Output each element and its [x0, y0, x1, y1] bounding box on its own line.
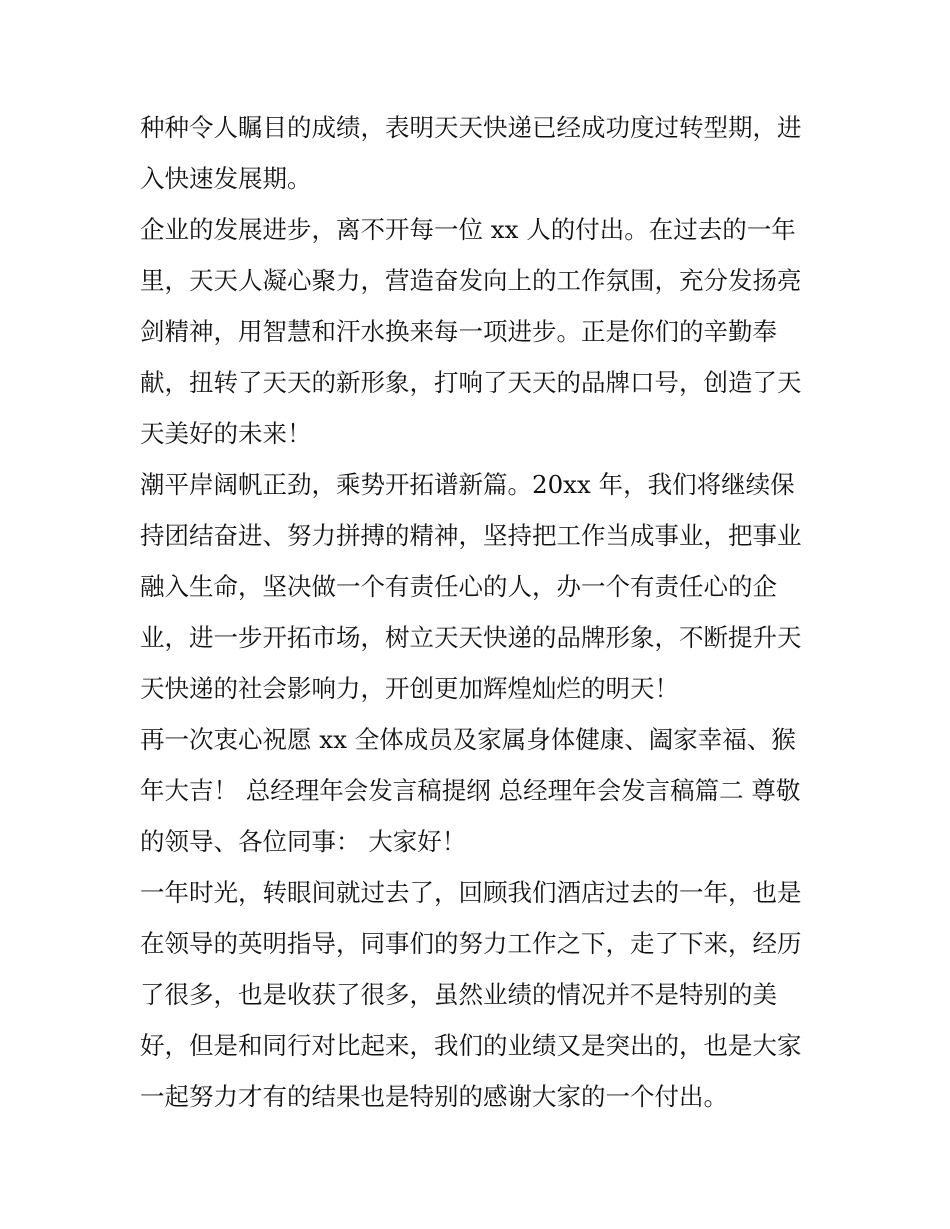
text-line: 持团结奋进、努力拼搏的精神，坚持把工作当成事业，把事业 [140, 521, 802, 550]
text-line: 献，扭转了天天的新形象，打响了天天的品牌口号，创造了天 [140, 368, 802, 397]
text-line: 企业的发展进步，离不开每一位 xx 人的付出。在过去的一年 [140, 215, 796, 244]
text-line: 一起努力才有的结果也是特别的感谢大家的一个付出。 [140, 1082, 728, 1111]
text-line: 种种令人瞩目的成绩，表明天天快递已经成功度过转型期，进 [140, 113, 802, 142]
text-line: 剑精神，用智慧和汗水换来每一项进步。正是你们的辛勤奉 [140, 317, 777, 346]
text-line: 的领导、各位同事： 大家好！ [140, 827, 467, 856]
text-line: 潮平岸阔帆正劲，乘势开拓谱新篇。20xx 年，我们将继续保 [140, 470, 795, 499]
text-line: 在领导的英明指导，同事们的努力工作之下，走了下来，经历 [140, 929, 802, 958]
text-line: 年大吉！ 总经理年会发言稿提纲 总经理年会发言稿篇二 尊敬 [140, 776, 801, 805]
text-line: 天快递的社会影响力，开创更加辉煌灿烂的明天！ [140, 674, 679, 703]
text-line: 入快速发展期。 [140, 164, 312, 193]
text-line: 好，但是和同行对比起来，我们的业绩又是突出的，也是大家 [140, 1031, 802, 1060]
text-line: 再一次衷心祝愿 xx 全体成员及家属身体健康、阖家幸福、猴 [140, 725, 796, 754]
text-line: 天美好的未来！ [140, 419, 312, 448]
text-line: 业，进一步开拓市场，树立天天快递的品牌形象，不断提升天 [140, 623, 802, 652]
text-line: 一年时光，转眼间就过去了，回顾我们酒店过去的一年，也是 [140, 878, 802, 907]
text-line: 融入生命，坚决做一个有责任心的人，办一个有责任心的企 [140, 572, 777, 601]
text-line: 了很多，也是收获了很多，虽然业绩的情况并不是特别的美 [140, 980, 777, 1009]
text-line: 里，天天人凝心聚力，营造奋发向上的工作氛围，充分发扬亮 [140, 266, 802, 295]
